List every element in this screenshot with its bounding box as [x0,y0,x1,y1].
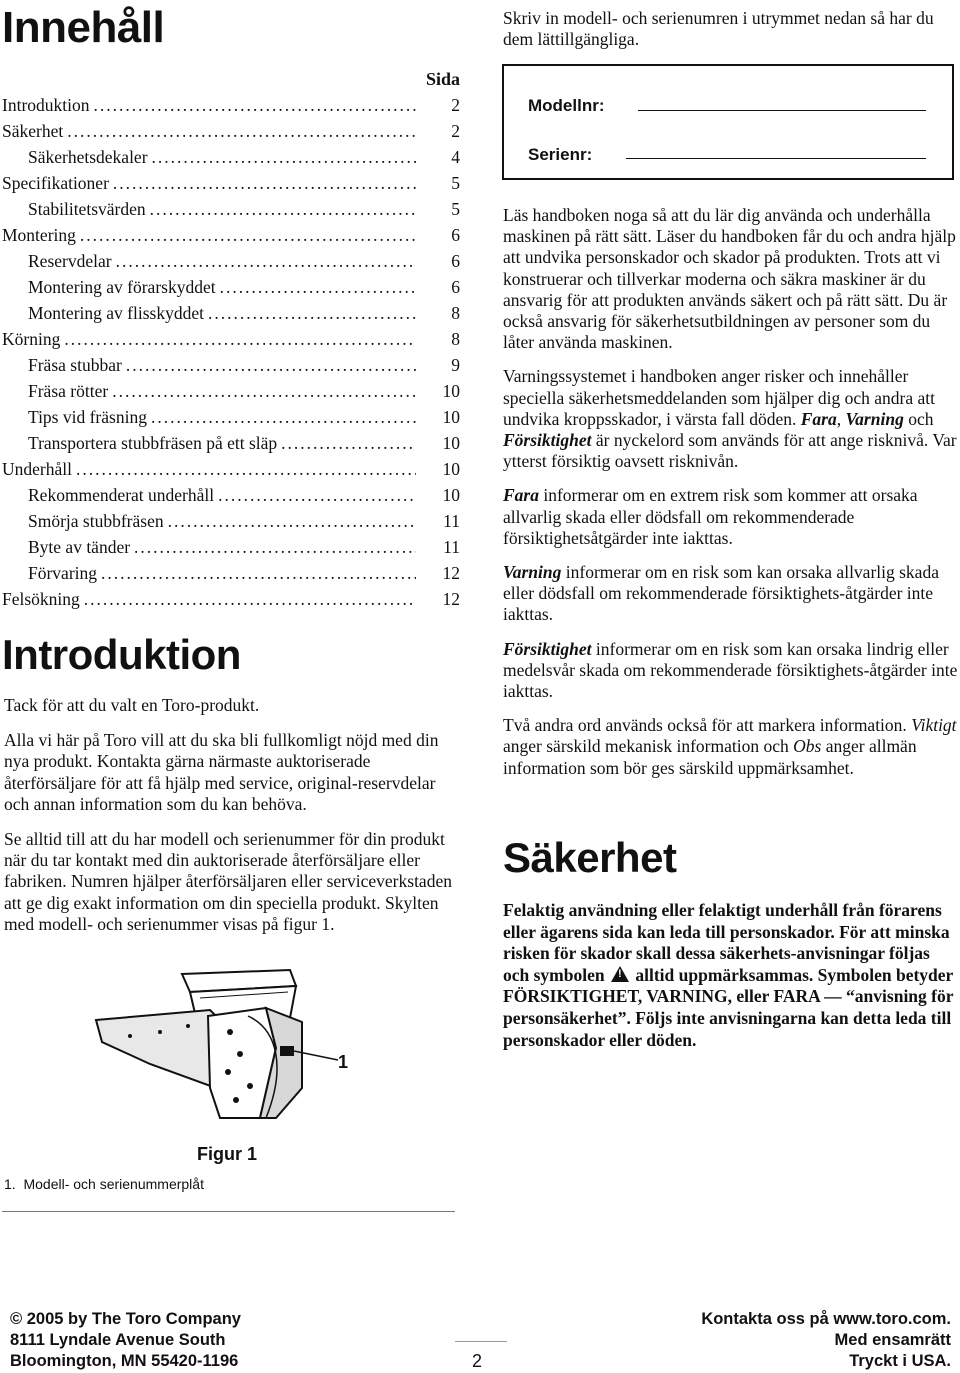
toc-entry-page: 11 [443,511,460,531]
toc-entry-title: Underhåll [2,459,72,479]
toc-leader-dots [84,586,416,612]
toc-entry-page: 6 [451,277,460,297]
footer-right [701,1309,951,1372]
toc-leader-dots [208,300,416,326]
toc-entry-title: Montering [2,225,76,245]
varning-paragraph: Varning informerar om en risk som kan orsaka allvarlig skada eller dödsfall om rekommenderade försiktighets-åtgärder inte iakttas. [503,562,939,625]
toc-entry[interactable] [2,144,462,170]
toc-entry-title: Säkerhetsdekaler [28,147,148,167]
figure-1 [90,968,370,1128]
toc-entry[interactable] [2,274,462,300]
other-words-paragraph: Två andra ord används också för att markera information. Viktigt anger särskild mekanisk information och Obs anger allmän information som bör ges särskild uppmärksamhet. [503,715,957,778]
toc-entry[interactable] [2,378,462,404]
model-serial-box [502,64,954,180]
toc-entry-title: Montering av flisskyddet [28,303,204,323]
forsiktighet-paragraph: Försiktighet informerar om en risk som kan orsaka lindrig eller medelsvår skada om rekommenderade försiktighets-åtgärder inte iakttas. [503,638,958,702]
keyword-fara: Fara [800,408,837,429]
address-line-2: Bloomington, MN 55420-1196 [10,1352,239,1370]
toc-entry[interactable] [2,222,462,248]
toc-entry[interactable] [2,326,462,352]
toc-leader-dots [112,378,416,404]
toc-entry-title: Fräsa rötter [28,381,109,401]
right-column-text [503,205,959,792]
copyright: © 2005 by The Toro Company [10,1310,241,1328]
warning-system-paragraph: Varningssystemet i handboken anger risker och innehåller speciella säkerhetsmeddelanden som hjälper dig och andra att undvika kroppsskador, i värsta fall döden. Fara, Varning och Försiktighet är nyckelord som används för att ange risknivå. Var ytterst försiktig oavsett risknivån. [503,366,957,472]
toc-entry[interactable] [2,560,462,586]
toc-leader-dots [113,170,416,196]
toc-entry-page: 12 [442,563,460,583]
toc-entry-page: 11 [443,537,460,557]
toc-leader-dots [151,404,416,430]
toc-entry-title: Säkerhet [2,121,64,141]
toc-leader-dots [101,560,416,586]
toc-entry-title: Specifikationer [2,173,109,193]
instruction-text: Skriv in modell- och serienumren i utrymmet nedan så har du dem lättillgängliga. [503,8,934,50]
toc-entry[interactable] [2,456,462,482]
toc-entry-title: Introduktion [2,95,90,115]
toc-entry[interactable] [2,534,462,560]
toc-entry-title: Tips vid fräsning [28,407,147,427]
toc-leader-dots [76,456,416,482]
toc-leader-dots [94,92,417,118]
table-of-contents [2,66,462,612]
toc-entry-page: 2 [451,121,460,141]
toc-entry[interactable] [2,170,462,196]
toc-entry[interactable] [2,430,462,456]
toc-leader-dots [64,326,416,352]
toc-entry[interactable] [2,92,462,118]
toc-entry[interactable] [2,248,462,274]
toc-leader-dots [218,482,416,508]
toc-page-column-header: Sida [425,69,460,89]
toc-entry[interactable] [2,508,462,534]
contact-link[interactable]: Kontakta oss på www.toro.com. [701,1310,951,1328]
toc-leader-dots [150,196,416,222]
toc-entry-title: Byte av tänder [28,537,131,557]
toc-entry-title: Rekommenderat underhåll [28,485,215,505]
rights-reserved: Med ensamrätt [834,1331,951,1349]
intro-paragraph-1: Tack för att du valt en Toro-produkt. [4,695,260,715]
toc-entry[interactable] [2,586,462,612]
page-number-rule [455,1341,507,1342]
toc-entry-title: Montering av förarskyddet [28,277,216,297]
toc-leader-dots [168,508,416,534]
toc-entry[interactable] [2,196,462,222]
toc-entry[interactable] [2,352,462,378]
footer-left [10,1309,241,1372]
model-number-field[interactable] [638,110,926,111]
serial-number-field[interactable] [626,158,926,159]
contents-title: Innehåll [2,3,165,52]
serial-number-label: Serienr: [528,145,593,164]
intro-paragraph-2: Alla vi här på Toro vill att du ska bli fullkomligt nöjd med din nya produkt. Kontakta gärna närmaste auktoriserade återförsäljare för att få hjälp med service, original-reservdelar och annan information som du kan behöva. [4,730,439,814]
keyword-varning: Varning [845,408,904,429]
intro-heading: Introduktion [2,631,241,678]
toc-entry-page: 6 [451,251,460,271]
toc-leader-dots [220,274,416,300]
toc-entry[interactable] [2,300,462,326]
toc-entry-title: Fräsa stubbar [28,355,122,375]
safety-paragraph: Felaktig användning eller felaktigt underhåll från förarens eller ägarens sida kan leda till personskador. För att minska risken för skador skall dessa säkerhets-anvisningar följas och symbolen ! alltid uppmärksammas. Symbolen betyder FÖRSIKTIGHET, VARNING, eller FARA — “anvisning för personsäkerhet”. Följs inte anvisningarna kan detta leda till personskador eller döden. [503,900,959,1051]
toc-entry-title: Körning [2,329,61,349]
figure-divider [2,1211,455,1212]
figure-caption: Figur 1 [197,1144,258,1164]
toc-entry-title: Stabilitetsvärden [28,199,146,219]
keyword-forsiktighet: Försiktighet [503,430,592,451]
toc-leader-dots [126,352,416,378]
toc-entry-page: 5 [451,199,460,219]
toc-entry-title: Förvaring [28,563,98,583]
warning-triangle-icon [611,966,629,982]
toc-entry-page: 10 [442,433,460,453]
toc-leader-dots [116,248,416,274]
fara-paragraph: Fara informerar om en extrem risk som kommer att orsaka allvarlig skada eller dödsfall om rekommenderade försiktighetsåtgärder inte iakttas. [503,485,918,548]
intro-paragraph-3: Se alltid till att du har modell och serienummer för din produkt när du tar kontakt med din auktoriserade återförsäljare eller fabriken. Numren hjälper återförsäljaren eller serviceverkstaden att ge dig exakt information om din speciella produkt. Skylten med modell- och serienummer visas på figur 1. [4,829,452,934]
toc-entry-page: 12 [442,589,460,609]
toc-entry-page: 6 [451,225,460,245]
toc-entry-page: 4 [451,147,460,167]
toc-entry-page: 9 [451,355,460,375]
toc-leader-dots [67,118,416,144]
toc-entry-title: Reservdelar [28,251,112,271]
address-line-1: 8111 Lyndale Avenue South [10,1331,226,1349]
serial-plate-machine-illustration [90,968,370,1128]
toc-entry-page: 10 [442,381,460,401]
toc-entry-title: Transportera stubbfräsen på ett släp [28,433,278,453]
toc-entry-page: 5 [451,173,460,193]
toc-entry[interactable] [2,118,462,144]
model-number-label: Modellnr: [528,96,605,115]
toc-entry-page: 10 [442,485,460,505]
toc-leader-dots [281,430,416,456]
toc-leader-dots [80,222,416,248]
intro-text [4,695,460,949]
toc-entry-page: 8 [451,303,460,323]
toc-entry[interactable] [2,482,462,508]
toc-entry-page: 10 [442,407,460,427]
figure-callout-number: 1 [338,1052,349,1072]
toc-entry-page: 10 [442,459,460,479]
toc-entry-title: Smörja stubbfräsen [28,511,164,531]
toc-leader-dots [152,144,416,170]
toc-entry-page: 2 [451,95,460,115]
toc-entry[interactable] [2,404,462,430]
manual-paragraph: Läs handboken noga så att du lär dig använda och underhålla maskinen på rätt sätt. Läser du handboken får du och andra hjälp att undvika personskador och skador på produkten. Trots att vi konstruerar och tillverkar moderna och säkra maskiner är du ansvarig för att produkten används säkert och på rätt sätt. Du är också ansvarig för säkerhetsutbildningen av personer som du låter använda maskinen. [503,205,956,353]
page-number: 2 [472,1351,483,1371]
figure-legend: 1. Modell- och serienummerplåt [4,1176,204,1192]
toc-entry-page: 8 [451,329,460,349]
toc-entry-title: Felsökning [2,589,80,609]
safety-heading: Säkerhet [503,834,677,881]
toc-leader-dots [134,534,416,560]
printed-in: Tryckt i USA. [849,1352,951,1370]
